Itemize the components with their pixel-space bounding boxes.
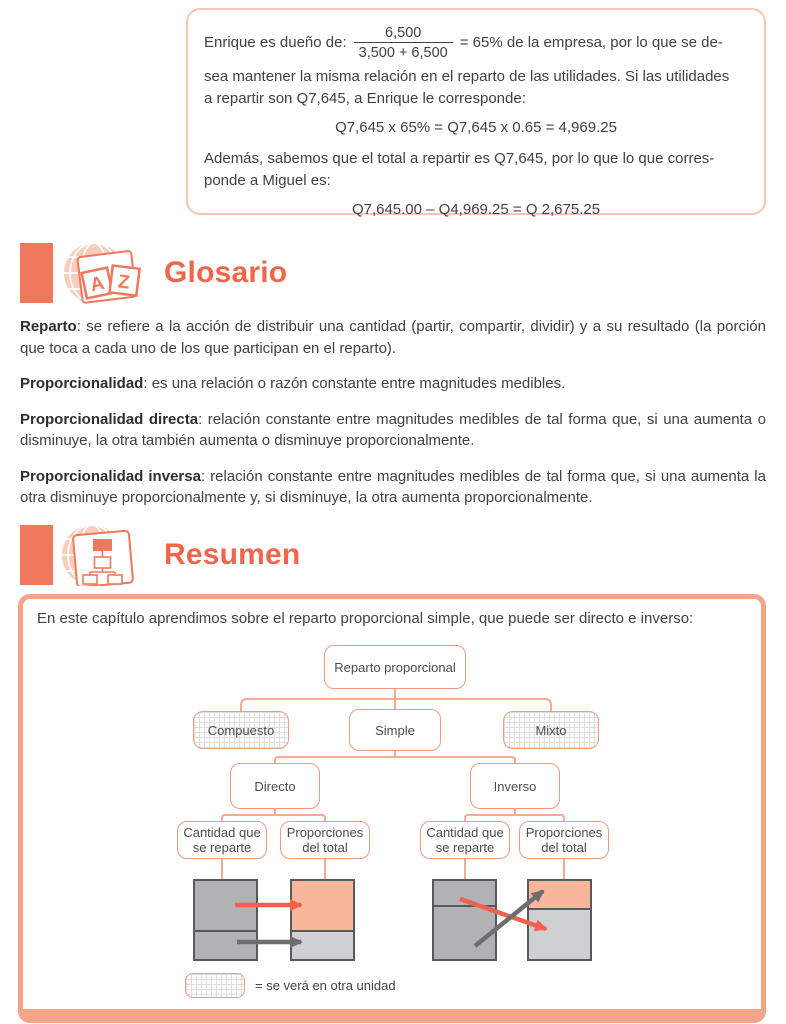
example-line-2: sea mantener la misma relación en el reparto de las utilidades. Si las utilidades: [204, 68, 730, 85]
bar-segment-bottom: [434, 905, 495, 959]
bar-segment-bottom: [529, 908, 590, 959]
letter-z: Z: [116, 271, 131, 294]
inverso-result-bar: [527, 879, 592, 961]
example-line-3: a repartir son Q7,645, a Enrique le corresponde:: [204, 90, 526, 107]
example-formula-2: Q7,645.00 – Q4,969.25 = Q 2,675.25: [351, 201, 601, 218]
legend-text: = se verá en otra unidad: [255, 978, 396, 993]
glossary-definition: : se refiere a la acción de distribuir una cantidad (partir, compartir, dividir) y a su resultado (la porción que toca a cada uno de los que participan en el reparto).: [20, 318, 766, 357]
resumen-content: [23, 599, 761, 1009]
letter-z-tile: [110, 266, 140, 296]
node-cantidad-inverso: Cantidad que se reparte: [420, 821, 510, 859]
inverso-source-bar: [432, 879, 497, 961]
glossary-term: Proporcionalidad: [20, 375, 144, 392]
example-paragraph2-line2: ponde a Miguel es:: [204, 172, 331, 189]
letter-a: A: [88, 272, 107, 297]
example-formula-1: Q7,645 x 65% = Q7,645 x 0.65 = 4,969.25: [335, 119, 617, 136]
example-line1-suffix: = 65% de la empresa, por lo que se de-: [459, 34, 723, 51]
fraction: [354, 24, 453, 62]
node-cantidad-directo: Cantidad que se reparte: [177, 821, 267, 859]
node-mixto: Mixto: [503, 711, 599, 749]
fraction-denominator: 3,500 + 6,500: [354, 42, 453, 62]
fraction-numerator: 6,500: [385, 25, 422, 41]
glossary-term: Proporcionalidad directa: [20, 410, 199, 428]
glossary-definition: : relación constante entre magnitudes medibles de tal forma que, si una aumenta o disminuye, la otra también aumenta o disminuye proporcionalmente.: [20, 410, 766, 449]
glossary-definition: : relación constante entre magnitudes medibles de tal forma que, si una aumenta la otra disminuye proporcionalmente y, si disminuye, la otra aumenta proporcionalmente.: [20, 467, 766, 506]
glosario-header: [20, 242, 287, 304]
glossary-term: Reparto: [20, 318, 77, 335]
glosario-icon: [20, 242, 144, 304]
resumen-intro: En este capítulo aprendimos sobre el reparto proporcional simple, que puede ser directo e inverso:: [37, 610, 694, 627]
glossary-definition: : es una relación o razón constante entre magnitudes medibles.: [143, 375, 566, 392]
example-line1-prefix: Enrique es dueño de:: [204, 34, 347, 51]
icon-bar: [20, 525, 53, 585]
node-directo: Directo: [230, 763, 320, 809]
node-reparto-proporcional: Reparto proporcional: [324, 645, 466, 689]
node-simple: Simple: [349, 709, 441, 751]
letter-a-tile: [82, 268, 113, 299]
glossary-term: Proporcionalidad inversa: [20, 467, 201, 485]
example-line-1: [204, 20, 748, 66]
icon-bar: [20, 243, 53, 303]
legend-hatched-swatch: [185, 973, 245, 998]
bar-segment-bottom: [292, 930, 353, 959]
directo-result-bar: [290, 879, 355, 961]
bar-segment-top: [292, 881, 353, 930]
glosario-title: Glosario: [164, 256, 288, 289]
bar-segment-top: [195, 881, 256, 930]
glossary-entry: [20, 316, 766, 359]
glossary-entry: [20, 409, 766, 452]
bar-segment-bottom: [195, 930, 256, 959]
legend: [185, 973, 396, 998]
node-compuesto: Compuesto: [193, 711, 289, 749]
directo-source-bar: [193, 879, 258, 961]
resumen-icon: [20, 524, 144, 586]
bar-segment-top: [529, 881, 590, 908]
glossary-entry: [20, 466, 766, 509]
glossary-list: [20, 316, 766, 523]
resumen-header: [20, 524, 300, 586]
example-box: [186, 8, 766, 218]
bar-segment-top: [434, 881, 495, 905]
node-proporciones-directo: Proporciones del total: [280, 821, 370, 859]
node-proporciones-inverso: Proporciones del total: [519, 821, 609, 859]
glossary-entry: [20, 373, 766, 395]
resumen-title: Resumen: [164, 538, 301, 571]
resumen-box: [18, 594, 766, 1023]
example-paragraph2-line1: Además, sabemos que el total a repartir es Q7,645, por lo que lo que corres-: [204, 150, 715, 167]
node-inverso: Inverso: [470, 763, 560, 809]
